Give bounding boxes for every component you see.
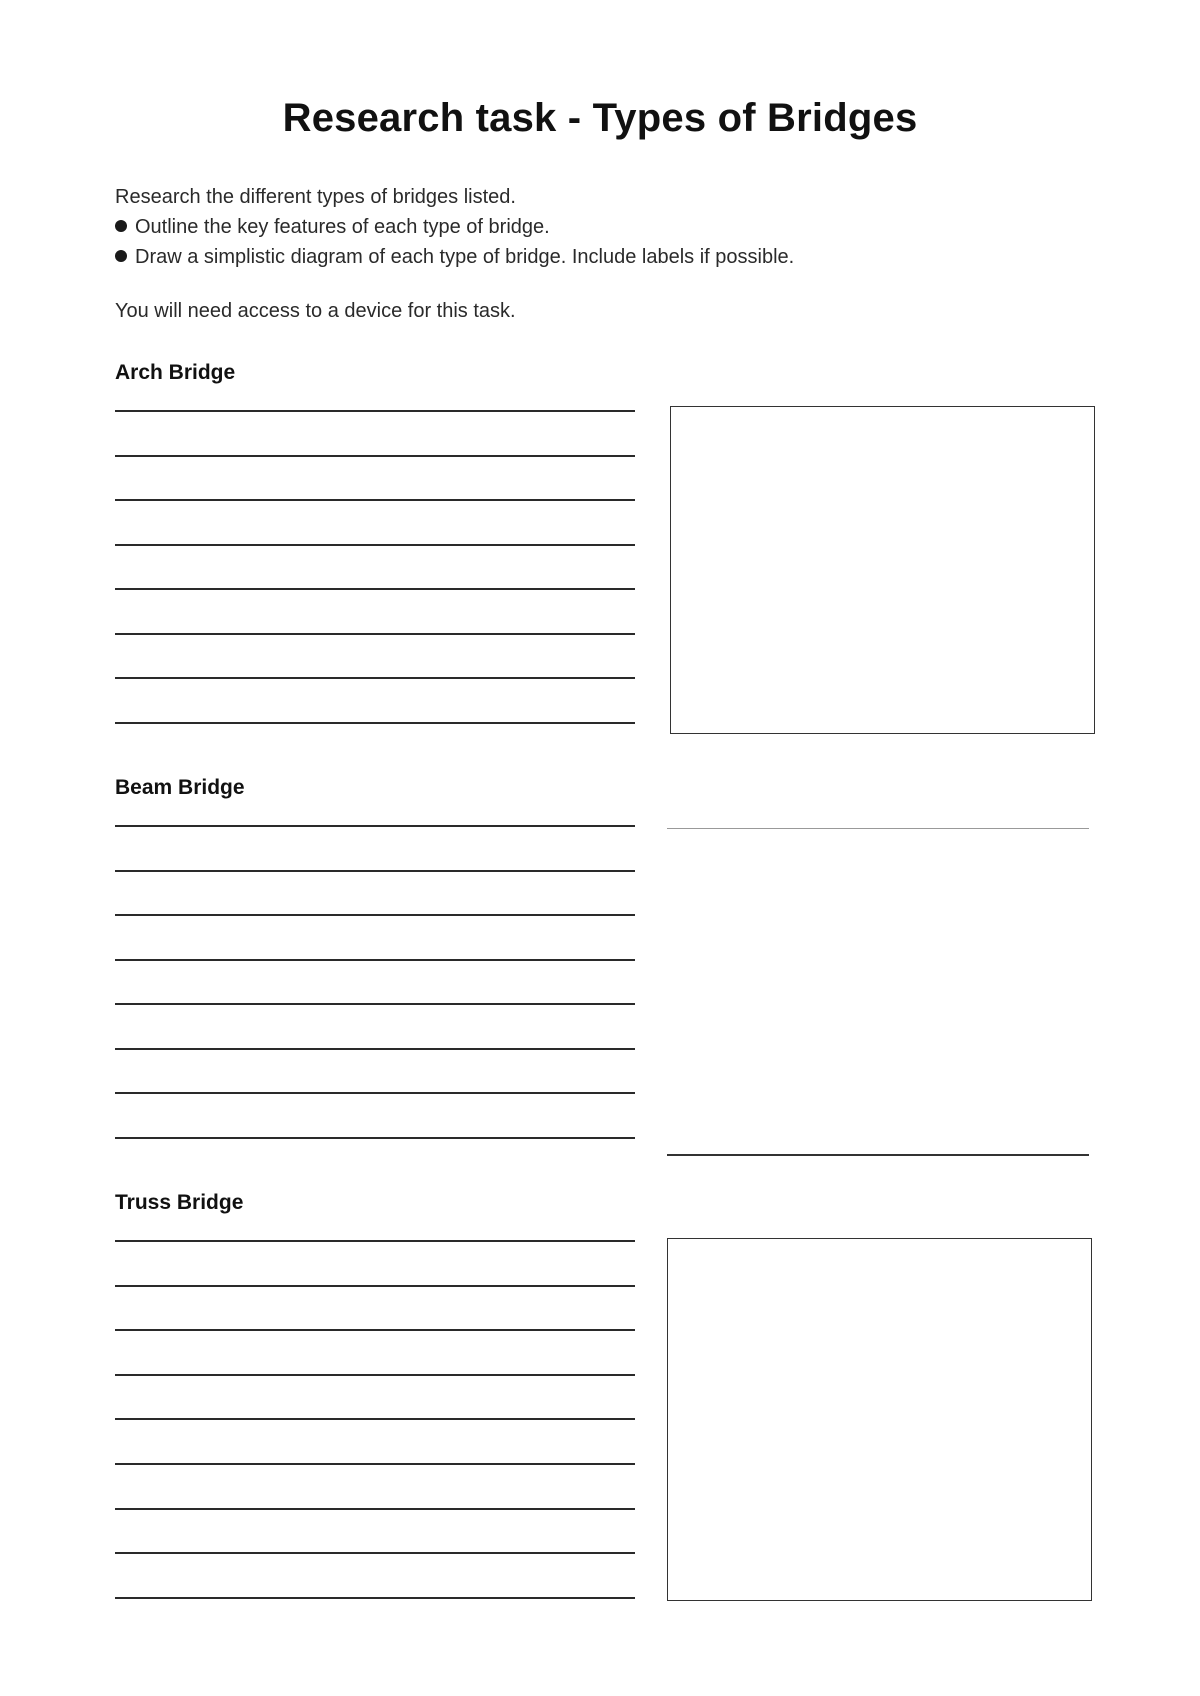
section-heading-truss-bridge: Truss Bridge — [115, 1191, 244, 1214]
writing-line[interactable] — [115, 1329, 635, 1331]
writing-line[interactable] — [115, 1003, 635, 1005]
writing-line[interactable] — [115, 544, 635, 546]
writing-line[interactable] — [115, 1508, 635, 1510]
writing-line[interactable] — [115, 1374, 635, 1376]
instruction-bullet-text: Draw a simplistic diagram of each type of bridge. Include labels if possible. — [135, 246, 795, 268]
section-heading-arch-bridge: Arch Bridge — [115, 361, 236, 384]
writing-line[interactable] — [115, 870, 635, 872]
diagram-area-top-rule-beam-bridge — [667, 828, 1089, 829]
writing-line[interactable] — [115, 1418, 635, 1420]
writing-line[interactable] — [115, 1552, 635, 1554]
writing-line[interactable] — [115, 1048, 635, 1050]
instruction-bullet — [115, 242, 794, 272]
writing-line[interactable] — [115, 722, 635, 724]
device-note: You will need access to a device for this task. — [115, 300, 516, 322]
writing-line[interactable] — [115, 1285, 635, 1287]
section-heading-beam-bridge: Beam Bridge — [115, 776, 245, 799]
writing-line[interactable] — [115, 410, 635, 412]
diagram-area-bottom-rule-beam-bridge — [667, 1154, 1089, 1156]
instructions — [115, 182, 794, 272]
writing-line[interactable] — [115, 499, 635, 501]
writing-line[interactable] — [115, 1463, 635, 1465]
bullet-icon — [115, 250, 127, 262]
writing-line[interactable] — [115, 959, 635, 961]
writing-line[interactable] — [115, 1092, 635, 1094]
writing-line[interactable] — [115, 633, 635, 635]
instruction-bullet — [115, 212, 794, 242]
writing-line[interactable] — [115, 1240, 635, 1242]
writing-line[interactable] — [115, 1137, 635, 1139]
writing-line[interactable] — [115, 825, 635, 827]
writing-line[interactable] — [115, 588, 635, 590]
writing-line[interactable] — [115, 455, 635, 457]
diagram-box-arch-bridge[interactable] — [670, 406, 1095, 734]
instruction-bullet-text: Outline the key features of each type of bridge. — [135, 216, 550, 238]
instructions-lead: Research the different types of bridges listed. — [115, 186, 516, 208]
writing-line[interactable] — [115, 677, 635, 679]
bullet-icon — [115, 220, 127, 232]
page-title: Research task - Types of Bridges — [282, 96, 918, 140]
writing-line[interactable] — [115, 914, 635, 916]
diagram-box-truss-bridge[interactable] — [667, 1238, 1092, 1601]
writing-line[interactable] — [115, 1597, 635, 1599]
